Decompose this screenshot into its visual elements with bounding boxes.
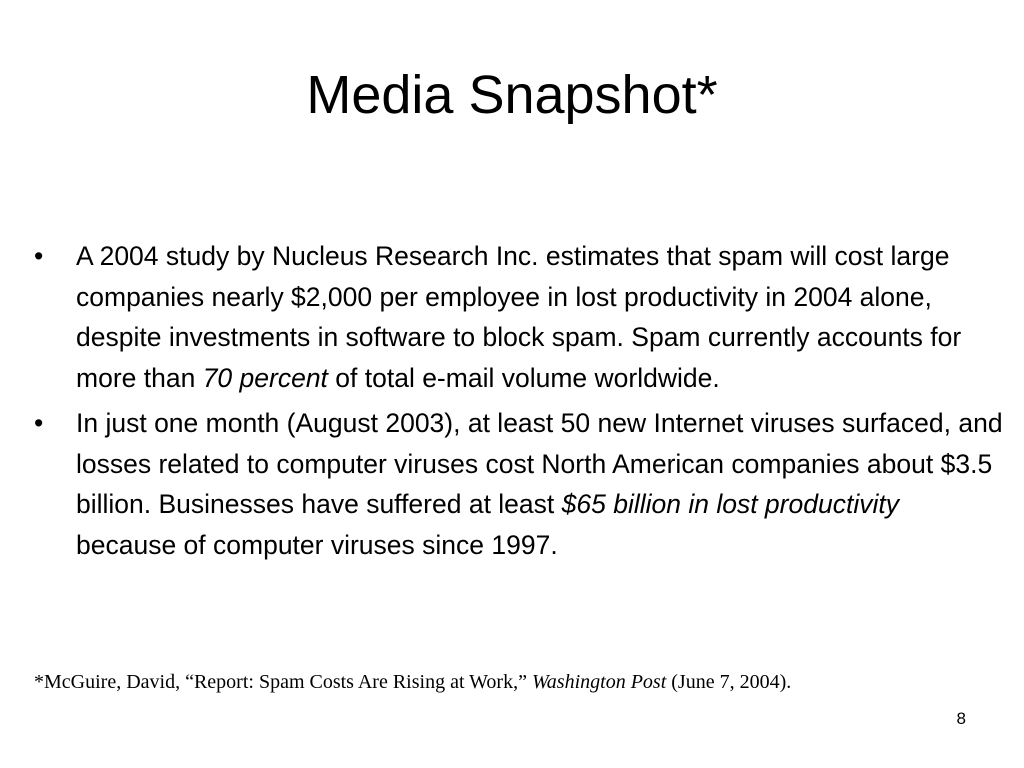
footnote-publication: Washington Post [531, 671, 667, 693]
bullet-marker: • [34, 408, 44, 438]
slide-title: Media Snapshot* [306, 65, 718, 125]
bullet-text-end: of total e-mail volume worldwide. [327, 362, 720, 393]
bullet-text-start: In just one month (August 2003), at least 50 new Internet viruses surfaced, and losses related to computer viruses cost North American companies about $3.5 billion. Businesses have suffered at least [76, 408, 1003, 519]
page-number: 8 [956, 709, 966, 728]
bullet-emphasis: $65 billion in lost productivity [561, 489, 899, 519]
bullet-emphasis: 70 percent [202, 362, 328, 393]
bullet-text-end: because of computer viruses since 1997. [76, 529, 558, 560]
footnote-text-start: *McGuire, David, “Report: Spam Costs Are Rising at Work,” [34, 671, 532, 693]
bullet-list [0, 236, 1024, 570]
bullet-marker: • [34, 241, 44, 271]
footnote-text-end: (June 7, 2004). [666, 671, 792, 693]
bullet-item [0, 403, 1004, 565]
bullet-text [76, 408, 1003, 560]
citation-footnote [34, 668, 1014, 696]
bullet-text [76, 241, 961, 393]
bullet-item [0, 236, 1004, 398]
bullet-text-start: A 2004 study by Nucleus Research Inc. estimates that spam will cost large companies nearly $2,000 per employee in lost productivity in 2004 alone, despite investments in software to block spam. Spam currently accounts for more than [76, 241, 962, 393]
